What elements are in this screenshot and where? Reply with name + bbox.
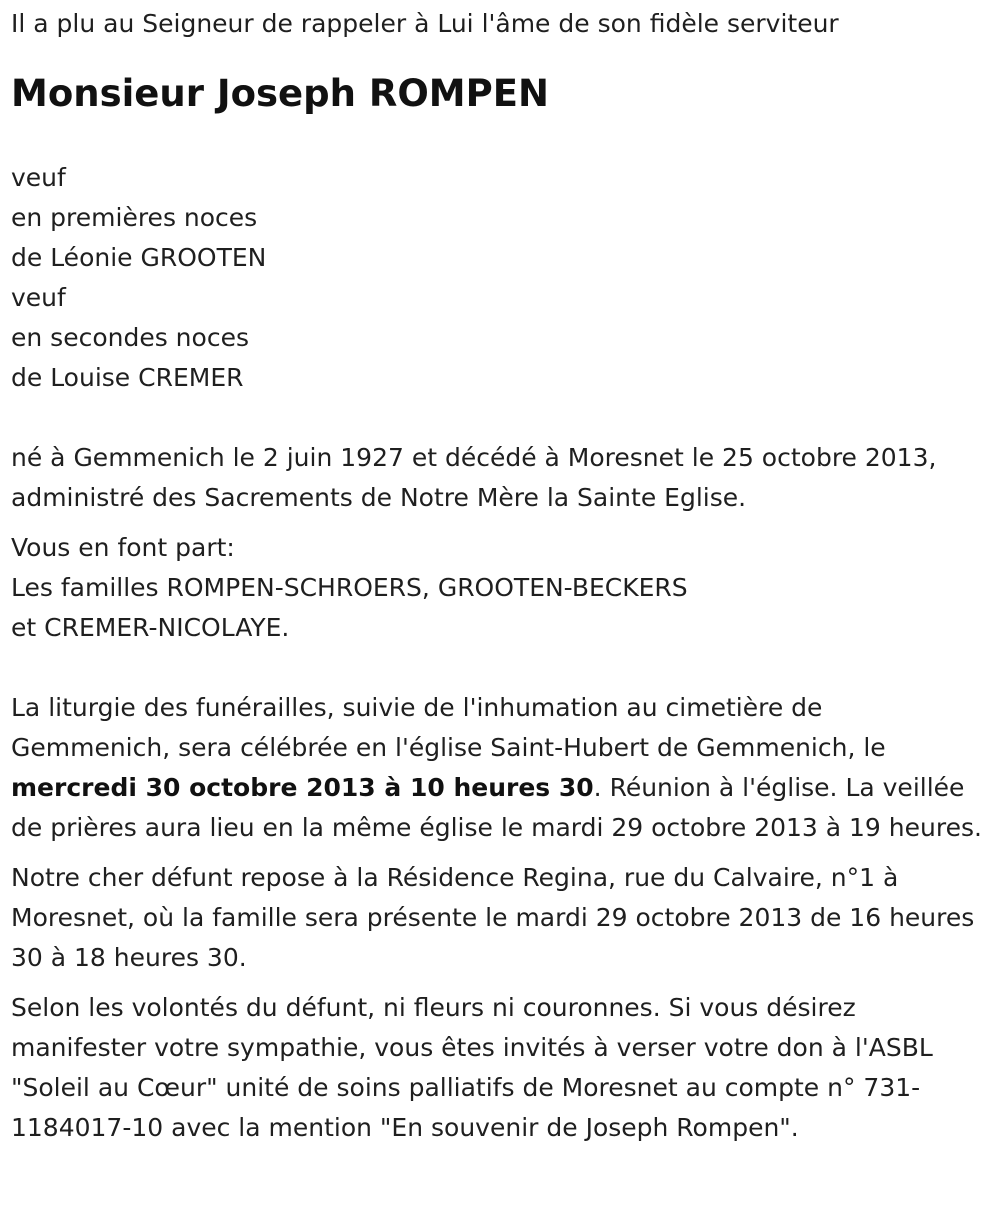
repose-paragraph: Notre cher défunt repose à la Résidence Regina, rue du Calvaire, n°1 à Moresnet, où la famille sera présente le mardi 29 octobre 2013 de 16 heures 30 à 18 heures 30. — [11, 863, 975, 972]
birth-death-line: administré des Sacrements de Notre Mère la Sainte Eglise. — [11, 483, 747, 512]
obituary-notice — [11, 4, 989, 1148]
announcement-line: Vous en font part: — [11, 533, 235, 562]
liturgy-text-end: . Réunion à l'église. La veillée de prières aura lieu en la même église le mardi 29 octobre 2013 à 19 heures. — [11, 773, 982, 842]
marital-line: veuf — [11, 163, 66, 192]
marital-line: en secondes noces — [11, 323, 249, 352]
birth-death-line: né à Gemmenich le 2 juin 1927 et décédé à Moresnet le 25 octobre 2013, — [11, 443, 937, 472]
marital-line: de Léonie GROOTEN — [11, 243, 267, 272]
intro-text: Il a plu au Seigneur de rappeler à Lui l'âme de son fidèle serviteur — [11, 9, 839, 38]
deceased-name: Monsieur Joseph ROMPEN — [11, 72, 549, 115]
announcement-line: Les familles ROMPEN-SCHROERS, GROOTEN-BECKERS — [11, 573, 688, 602]
birth-death-info — [11, 438, 989, 518]
marital-line: veuf — [11, 283, 66, 312]
wishes-paragraph: Selon les volontés du défunt, ni fleurs ni couronnes. Si vous désirez manifester votre sympathie, vous êtes invités à verser votre don à l'ASBL "Soleil au Cœur" unité de soins palliatifs de Moresnet au compte n° 731-1184017-10 avec la mention "En souvenir de Joseph Rompen". — [11, 993, 933, 1142]
marital-line: de Louise CREMER — [11, 363, 244, 392]
funeral-date-time: mercredi 30 octobre 2013 à 10 heures 30 — [11, 773, 594, 802]
marital-line: en premières noces — [11, 203, 258, 232]
family-announcement — [11, 528, 989, 648]
marital-status — [11, 158, 989, 398]
announcement-line: et CREMER-NICOLAYE. — [11, 613, 290, 642]
liturgy-paragraph — [11, 688, 989, 848]
liturgy-text-start: La liturgie des funérailles, suivie de l'inhumation au cimetière de Gemmenich, sera célébrée en l'église Saint-Hubert de Gemmenich, le — [11, 693, 886, 762]
